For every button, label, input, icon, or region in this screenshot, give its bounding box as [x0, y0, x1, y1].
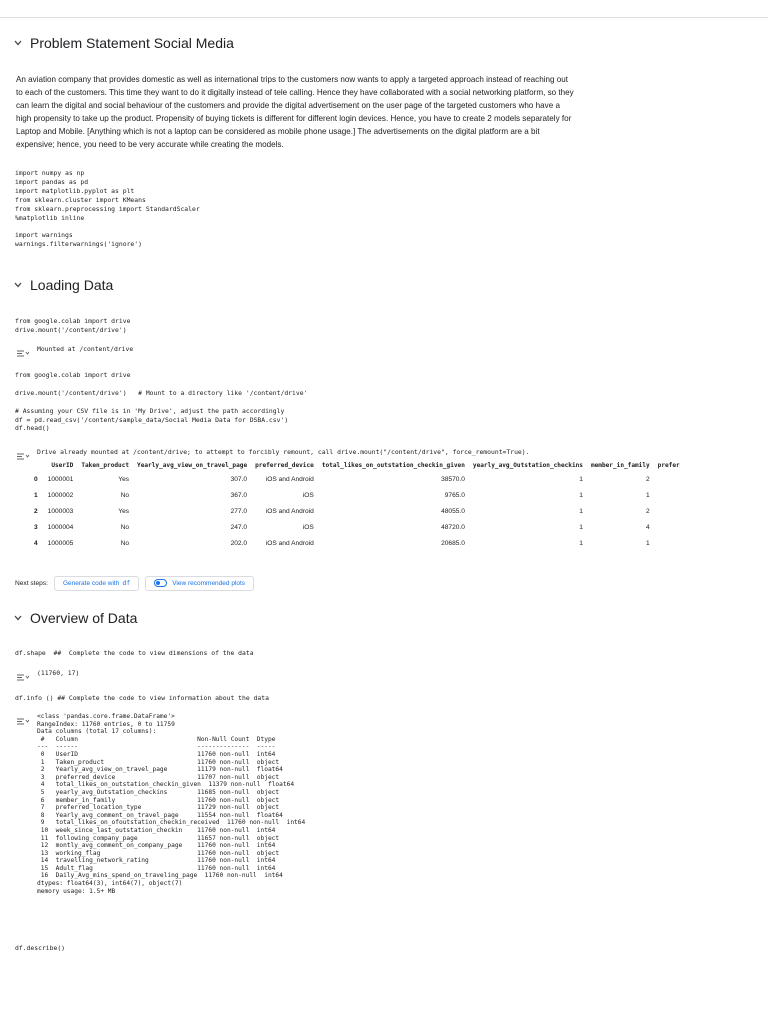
- output-drive-mounted: Drive already mounted at /content/drive; to attempt to forcibly remount, call drive.mount("/content/drive", force_remount=True).: [37, 448, 530, 456]
- table-cell: 1000005: [47, 539, 74, 547]
- output-toggle-icon[interactable]: [16, 713, 30, 722]
- table-cell: [654, 503, 684, 519]
- table-cell: iOS: [302, 523, 314, 531]
- table-cell: 202.0: [230, 539, 248, 547]
- table-cell: 4: [646, 523, 650, 531]
- generate-code-variable: df: [122, 579, 131, 587]
- table-cell: 9765.0: [444, 491, 465, 499]
- table-cell: iOS and Android: [265, 475, 314, 483]
- table-cell: 307.0: [230, 475, 248, 483]
- output-toggle-icon[interactable]: [16, 448, 30, 457]
- column-header: total_likes_on_outstation_checkin_given: [321, 461, 465, 469]
- column-header: prefer: [657, 461, 680, 469]
- table-cell: 48055.0: [441, 507, 465, 515]
- next-steps-bar: [15, 575, 260, 591]
- table-cell: No: [120, 523, 130, 531]
- table-cell: 1000001: [47, 475, 74, 483]
- section-title: Loading Data: [30, 277, 114, 293]
- view-recommended-plots-button[interactable]: [145, 576, 254, 591]
- output-info: <class 'pandas.core.frame.DataFrame'> RangeIndex: 11760 entries, 0 to 11759 Data columns (total 17 columns): # Column Non-Null Count Dtype --- ------ -------------- ----- 0 UserID 11760 non-null int64 1 Taken_product 11760 non-null object 2 Yearly_avg_view_on_travel_page 11179 non-null float64 3 preferred_device 11707 non-null object 4 total_likes_on_outstation_checkin_given 11379 non-null float64 5 yearly_avg_Outstation_checkins 11685 non-null object 6 member_in_family 11760 non-null object 7 preferred_location_type 11729 non-null object 8 Yearly_avg_comment_on_travel_page 11554 non-null float64 9 total_likes_on_ofoutstation_checkin_received 11760 non-null int64 10 week_since_last_outstation_checkin 11760 non-null int64 11 following_company_page 11657 non-null object 12 montly_avg_comment_on_company_page 11760 non-null int64 13 working_flag 11760 non-null object 14 travelling_network_rating 11760 non-null int64 15 Adult_flag 11760 non-null int64 16 Daily_Avg_mins_spend_on_traveling_page 11760 non-null int64 dtypes: float64(3), int64(7), object(7) memory usage: 1.5+ MB: [37, 713, 306, 895]
- section-title: Overview of Data: [30, 610, 138, 626]
- table-header-row: [30, 459, 684, 471]
- code-cell-info[interactable]: df.info () ## Complete the code to view information about the data: [15, 694, 269, 702]
- code-cell-describe[interactable]: df.describe(): [15, 944, 66, 952]
- table-row: [30, 503, 684, 519]
- column-header: yearly_avg_Outstation_checkins: [472, 461, 583, 469]
- chevron-down-icon[interactable]: [12, 279, 24, 291]
- table-cell: iOS and Android: [265, 539, 314, 547]
- next-steps-label: Next steps:: [15, 579, 48, 587]
- table-row: [30, 487, 684, 503]
- section-header-overview[interactable]: [12, 610, 137, 626]
- code-cell-read-csv[interactable]: from google.colab import drive drive.mount('/content/drive') # Mount to a directory like '/content/drive' # Assuming your CSV file is in 'My Drive', adjust the path accordingly df = pd.read_csv('/content/sample_data/Social Media Data for DSBA.csv') df.head(): [15, 371, 308, 433]
- table-cell: No: [120, 539, 130, 547]
- generate-code-button[interactable]: [54, 576, 139, 591]
- column-header: [30, 459, 44, 471]
- table-cell: 1: [579, 507, 583, 515]
- table-cell: [654, 519, 684, 535]
- table-cell: Yes: [118, 507, 130, 515]
- table-cell: [654, 471, 684, 487]
- table-cell: 247.0: [230, 523, 248, 531]
- table-cell: iOS: [302, 491, 314, 499]
- table-cell: 2: [646, 475, 650, 483]
- row-index: 1: [34, 491, 38, 499]
- table-cell: 1: [579, 539, 583, 547]
- section-header-problem[interactable]: [12, 35, 234, 51]
- section-title: Problem Statement Social Media: [30, 35, 234, 51]
- dataframe-table: [30, 459, 684, 551]
- table-row: [30, 471, 684, 487]
- output-toggle-icon[interactable]: [16, 345, 30, 354]
- chevron-down-icon[interactable]: [12, 37, 24, 49]
- row-index: 0: [34, 475, 38, 483]
- table-row: [30, 535, 684, 551]
- column-header: Taken_product: [81, 461, 130, 469]
- column-header: preferred_device: [255, 461, 314, 469]
- table-row: [30, 519, 684, 535]
- row-index: 4: [34, 539, 38, 547]
- table-cell: 20685.0: [441, 539, 465, 547]
- column-header: Yearly_avg_view_on_travel_page: [137, 461, 248, 469]
- table-cell: 1: [579, 523, 583, 531]
- table-cell: 1: [579, 475, 583, 483]
- column-header: UserID: [51, 461, 74, 469]
- output-mount: Mounted at /content/drive: [37, 345, 134, 353]
- table-cell: 48720.0: [441, 523, 465, 531]
- toggle-icon: [154, 579, 167, 587]
- table-cell: 1: [579, 491, 583, 499]
- chevron-down-icon[interactable]: [12, 612, 24, 624]
- output-shape: (11760, 17): [37, 669, 80, 677]
- table-cell: [654, 487, 684, 503]
- table-cell: 2: [646, 507, 650, 515]
- code-cell-shape[interactable]: df.shape ## Complete the code to view dimensions of the data: [15, 649, 254, 657]
- code-cell-imports[interactable]: import numpy as np import pandas as pd import matplotlib.pyplot as plt from sklearn.cluster import KMeans from sklearn.preprocessing import StandardScaler %matplotlib inline import warnings warnings.filterwarnings('ignore'): [15, 169, 200, 249]
- view-recommended-plots-label: View recommended plots: [172, 579, 246, 587]
- row-index: 2: [34, 507, 38, 515]
- table-cell: 1: [646, 491, 650, 499]
- top-divider: [0, 17, 768, 18]
- output-toggle-icon[interactable]: [16, 669, 30, 678]
- code-cell-mount[interactable]: from google.colab import drive drive.mount('/content/drive'): [15, 317, 131, 334]
- table-cell: 367.0: [230, 491, 248, 499]
- table-cell: No: [120, 491, 130, 499]
- problem-description: An aviation company that provides domestic as well as international trips to the customers now wants to apply a targeted approach instead of reaching out to each of the customers. This time they want to do it digitally instead of tele calling. Hence they have collaborated with a social networking platform, so they can learn the digital and social behaviour of the customers and provide the digital advertisement on the user page of the targeted customers who have a high propensity to take up the product. Propensity of buying tickets is different for different login devices. Hence, you have to create 2 models separately for Laptop and Mobile. [Anything which is not a laptop can be considered as mobile phone usage.] The advertisements on the digital platform are a bit expensive; hence, you need to be very accurate while creating the models.: [16, 75, 574, 150]
- generate-code-label: Generate code with: [62, 579, 120, 587]
- table-cell: 1000003: [47, 507, 74, 515]
- section-header-loading[interactable]: [12, 277, 113, 293]
- table-cell: 38570.0: [441, 475, 465, 483]
- row-index: 3: [34, 523, 38, 531]
- table-cell: Yes: [118, 475, 130, 483]
- table-cell: 1: [646, 539, 650, 547]
- table-cell: iOS and Android: [265, 507, 314, 515]
- table-cell: 1000004: [47, 523, 74, 531]
- table-cell: 1000002: [47, 491, 74, 499]
- table-cell: [654, 535, 684, 551]
- table-cell: 277.0: [230, 507, 248, 515]
- column-header: member_in_family: [590, 461, 650, 469]
